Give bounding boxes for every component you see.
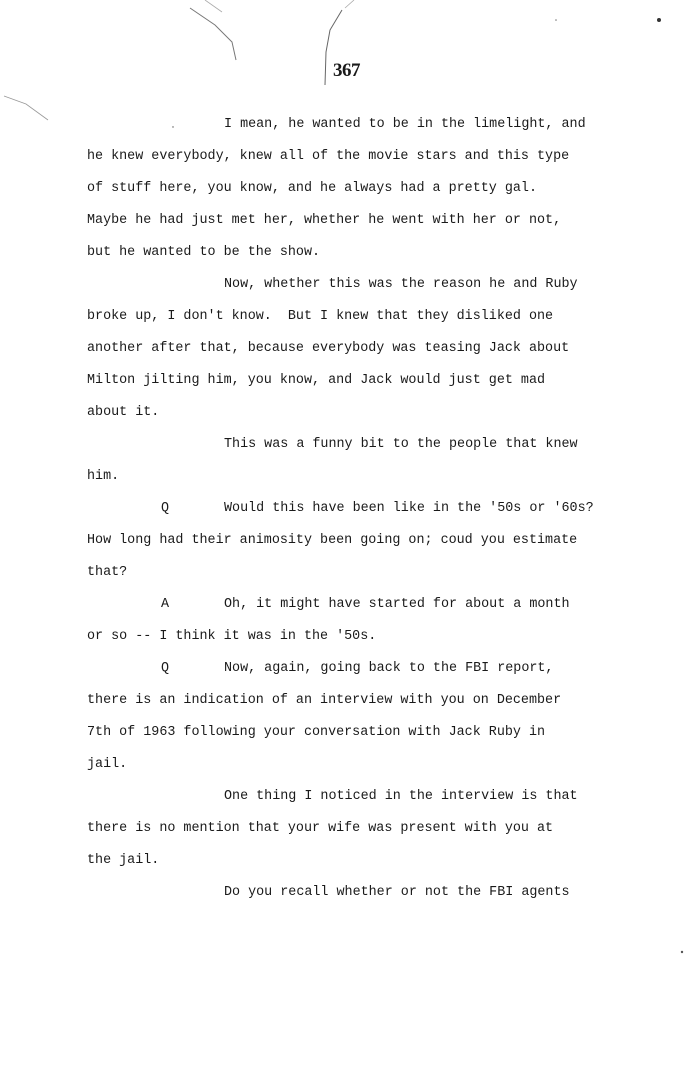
text-line: him. — [87, 469, 120, 484]
text-line: or so -- I think it was in the '50s. — [87, 629, 377, 644]
text-line: Do you recall whether or not the FBI agents — [224, 885, 570, 900]
text-line: How long had their animosity been going on; coud you estimate — [87, 533, 578, 548]
text-line: Oh, it might have started for about a month — [224, 597, 570, 612]
text-line: about it. — [87, 405, 160, 420]
text-line: that? — [87, 565, 128, 580]
text-line: Now, whether this was the reason he and Ruby — [224, 277, 578, 292]
text-line: Now, again, going back to the FBI report, — [224, 661, 554, 676]
text-line: he knew everybody, knew all of the movie stars and this type — [87, 149, 570, 164]
text-line: I mean, he wanted to be in the limelight, and — [224, 117, 586, 132]
speaker-marker: A — [161, 597, 170, 612]
text-line: but he wanted to be the show. — [87, 245, 321, 260]
text-line: broke up, I don't know. But I knew that they disliked one — [87, 309, 554, 324]
text-line: there is an indication of an interview with you on December — [87, 693, 562, 708]
text-line: of stuff here, you know, and he always had a pretty gal. — [87, 181, 537, 196]
text-line: the jail. — [87, 853, 160, 868]
text-line: Maybe he had just met her, whether he went with her or not, — [87, 213, 562, 228]
text-line: there is no mention that your wife was present with you at — [87, 821, 554, 836]
speaker-marker: Q — [161, 661, 170, 676]
speaker-marker: Q — [161, 501, 170, 516]
text-line: another after that, because everybody was teasing Jack about — [87, 341, 570, 356]
text-line: This was a funny bit to the people that knew — [224, 437, 578, 452]
text-line: jail. — [87, 757, 128, 772]
text-line: 7th of 1963 following your conversation with Jack Ruby in — [87, 725, 546, 740]
text-line: One thing I noticed in the interview is that — [224, 789, 578, 804]
text-line: Would this have been like in the '50s or '60s? — [224, 501, 594, 516]
page-number: 367 — [333, 60, 360, 81]
text-line: Milton jilting him, you know, and Jack would just get mad — [87, 373, 546, 388]
